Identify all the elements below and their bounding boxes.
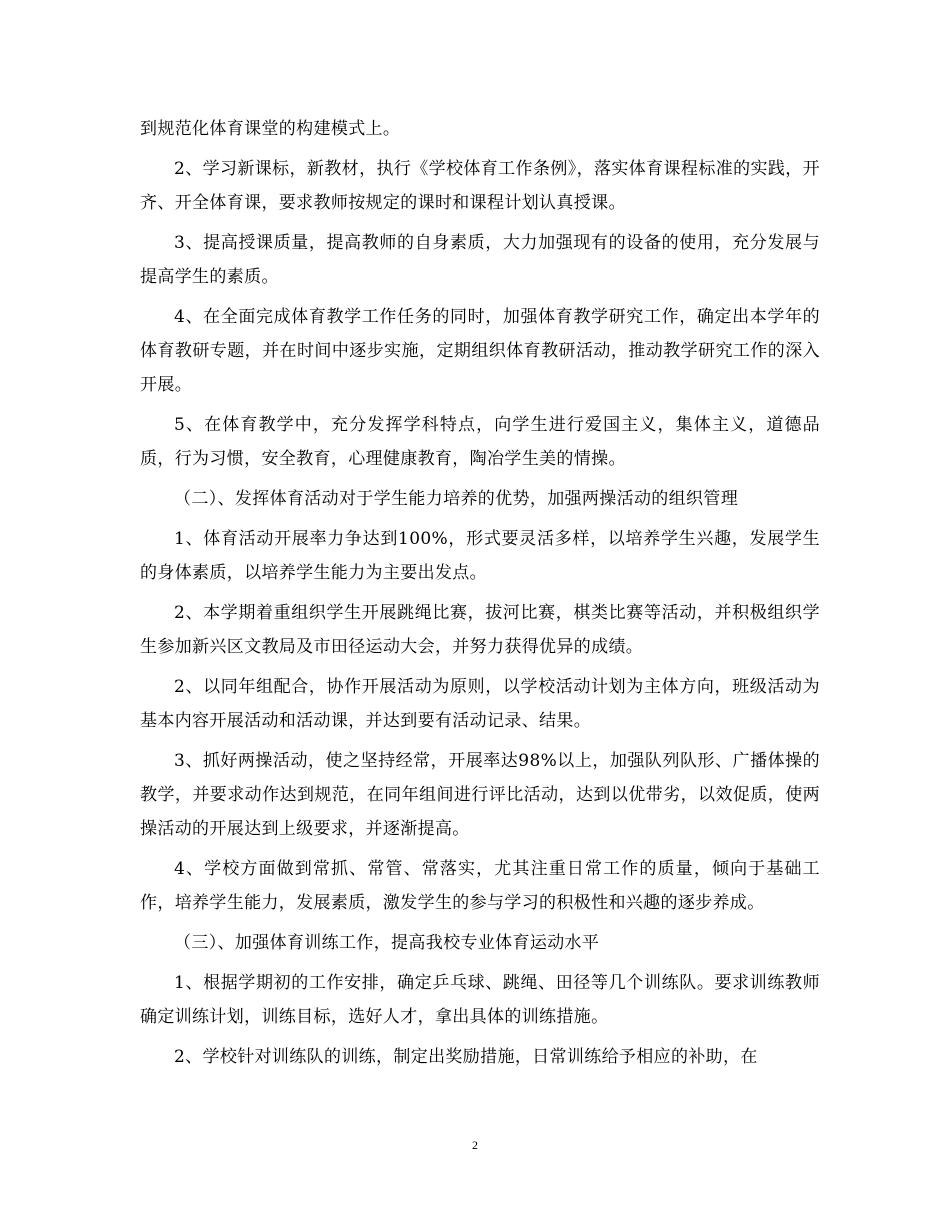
page-number: 2 bbox=[472, 1138, 478, 1152]
paragraph: 1、体育活动开展率力争达到100%，形式要灵活多样，以培养学生兴趣，发展学生的身体素质，以培养学生能力为主要出发点。 bbox=[140, 529, 820, 583]
paragraph: 1、根据学期初的工作安排，确定乒乓球、跳绳、田径等几个训练队。要求训练教师确定训练计划，训练目标，选好人才，拿出具体的训练措施。 bbox=[140, 973, 820, 1027]
paragraph: 2、以同年组配合，协作开展活动为原则，以学校活动计划为主体方向，班级活动为基本内容开展活动和活动课，并达到要有活动记录、结果。 bbox=[140, 677, 820, 731]
paragraph: 4、学校方面做到常抓、常管、常落实，尤其注重日常工作的质量，倾向于基础工作，培养学生能力，发展素质，激发学生的参与学习的积极性和兴趣的逐步养成。 bbox=[140, 859, 820, 913]
paragraph: 3、抓好两操活动，使之坚持经常，开展率达98%以上，加强队列队形、广播体操的教学，并要求动作达到规范，在同年组间进行评比活动，达到以优带劣，以效促质，使两操活动的开展达到上级要求，并逐渐提高。 bbox=[140, 751, 820, 839]
paragraph: 到规范化体育课堂的构建模式上。 bbox=[140, 119, 401, 139]
paragraph: 5、在体育教学中，充分发挥学科特点，向学生进行爱国主义，集体主义，道德品质，行为习惯，安全教育，心理健康教育，陶冶学生美的情操。 bbox=[140, 415, 820, 469]
section-heading: （三）、加强体育训练工作，提高我校专业体育运动水平 bbox=[174, 933, 600, 953]
paragraph: 2、学校针对训练队的训练，制定出奖励措施，日常训练给予相应的补助，在 bbox=[174, 1047, 758, 1067]
section-heading: （二）、发挥体育活动对于学生能力培养的优势，加强两操活动的组织管理 bbox=[174, 489, 739, 509]
paragraph: 2、本学期着重组织学生开展跳绳比赛，拔河比赛，棋类比赛等活动，并积极组织学生参加新兴区文教局及市田径运动大会，并努力获得优异的成绩。 bbox=[140, 603, 820, 657]
paragraph: 2、学习新课标，新教材，执行《学校体育工作条例》，落实体育课程标准的实践，开齐、开全体育课，要求教师按规定的课时和课程计划认真授课。 bbox=[140, 159, 820, 213]
paragraph: 3、提高授课质量，提高教师的自身素质，大力加强现有的设备的使用，充分发展与提高学生的素质。 bbox=[140, 233, 820, 287]
document-body bbox=[140, 112, 820, 1080]
paragraph: 4、在全面完成体育教学工作任务的同时，加强体育教学研究工作，确定出本学年的体育教研专题，并在时间中逐步实施，定期组织体育教研活动，推动教学研究工作的深入开展。 bbox=[140, 307, 820, 395]
